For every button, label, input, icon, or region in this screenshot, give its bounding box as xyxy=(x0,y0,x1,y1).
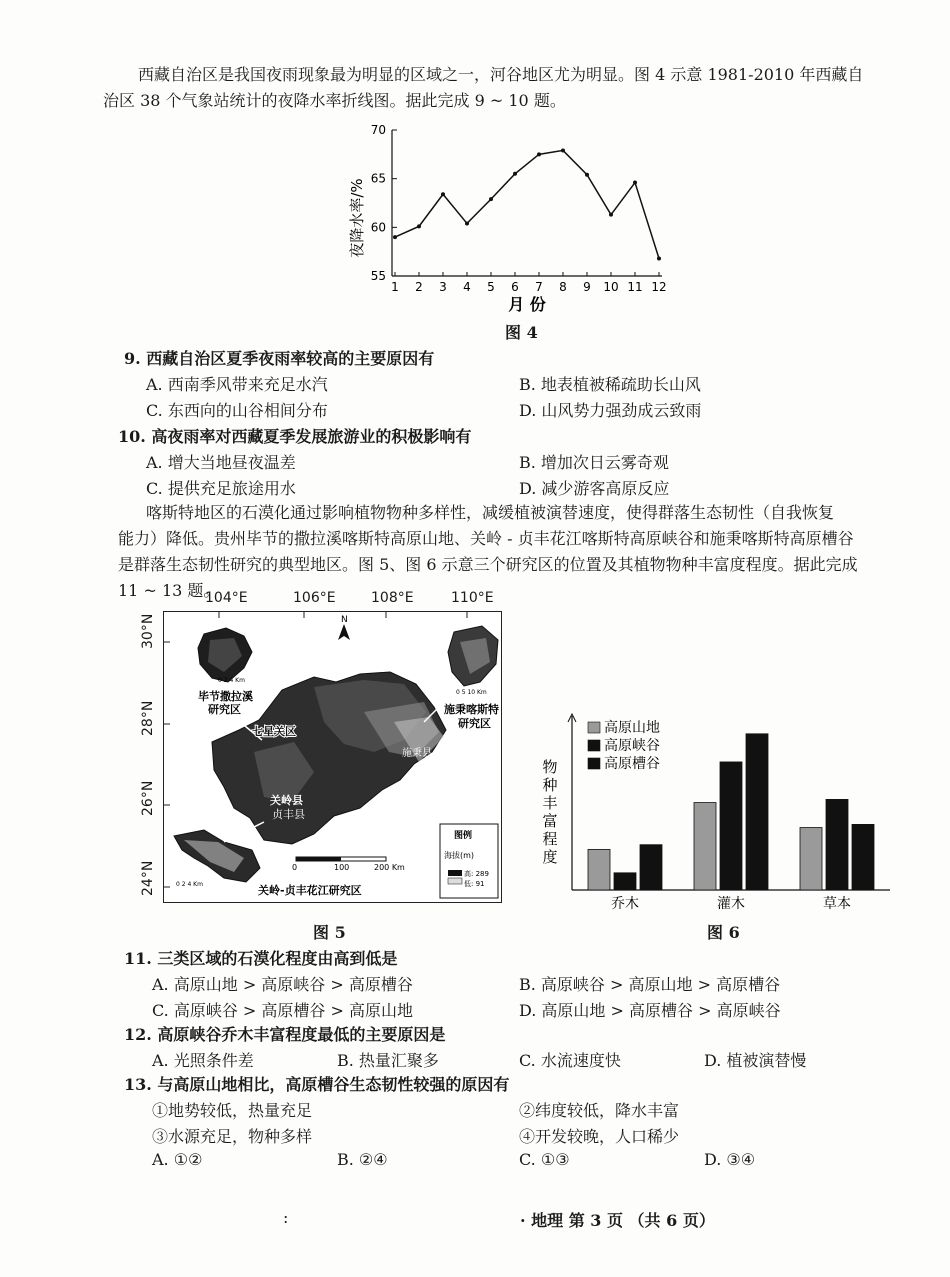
q13-item-4: ④开发较晚，人口稀少 xyxy=(519,1127,680,1146)
label-guanling: 关岭县 xyxy=(270,794,303,807)
fig4-xtick-label: 12 xyxy=(651,280,667,294)
q10-stem: 10. 高夜雨率对西藏夏季发展旅游业的积极影响有 xyxy=(118,427,472,446)
label-shibing: 施秉喀斯特 xyxy=(444,703,499,716)
fig5-map xyxy=(163,611,502,903)
q13-option-a: A. ①② xyxy=(152,1150,203,1169)
q13-stem: 13. 与高原山地相比，高原槽谷生态韧性较强的原因有 xyxy=(124,1075,510,1094)
fig4-data-point xyxy=(633,181,637,185)
q10-option-a: A. 增大当地昼夜温差 xyxy=(146,453,296,472)
lon-label-108: 108°E xyxy=(371,590,414,606)
q11-stem: 11. 三类区域的石漠化程度由高到低是 xyxy=(124,949,398,968)
fig6-ylabel-char: 富 xyxy=(542,812,558,830)
label-bijie-2: 研究区 xyxy=(208,703,241,716)
scale-main-100: 100 xyxy=(334,863,350,872)
fig4-data-point xyxy=(489,197,493,201)
fig5-caption: 图 5 xyxy=(313,923,346,942)
fig6-legend-label: 高原峡谷 xyxy=(604,738,660,754)
fig6-bar-高原山地-灌木 xyxy=(694,803,716,890)
q13-option-b: B. ②④ xyxy=(337,1150,388,1169)
fig4-xtick-label: 10 xyxy=(603,280,619,294)
fig4-xlabel: 月 份 xyxy=(508,295,546,314)
fig6-chart xyxy=(520,712,900,917)
footer-mark: : xyxy=(283,1208,289,1227)
fig4-ytick-label: 65 xyxy=(370,171,386,186)
fig4-data-point xyxy=(513,172,517,176)
main-scale-bar xyxy=(296,857,386,861)
legend-low: 低: 91 xyxy=(464,880,485,888)
label-guanling-area: 关岭-贞丰花江研究区 xyxy=(258,884,362,897)
q12-option-a: A. 光照条件差 xyxy=(152,1051,254,1070)
fig6-legend-label: 高原山地 xyxy=(604,720,660,736)
intro1-line1: 西藏自治区是我国夜雨现象最为明显的区域之一，河谷地区尤为明显。图 4 示意 1981-2010 年西藏自 xyxy=(138,65,864,84)
label-shibing-2: 研究区 xyxy=(458,717,491,730)
q12-option-d: D. 植被演替慢 xyxy=(704,1051,807,1070)
fig4-ytick-label: 55 xyxy=(370,269,386,283)
q12-option-b: B. 热量汇聚多 xyxy=(337,1051,439,1070)
fig4-data-point xyxy=(585,173,589,177)
lat-label-26: 26°N xyxy=(140,780,156,816)
label-bijie: 毕节撒拉溪 xyxy=(198,690,253,703)
fig4-data-point xyxy=(609,213,613,217)
intro2-line4: 11 ~ 13 题。 xyxy=(118,581,220,600)
q11-option-d: D. 高原山地 > 高原槽谷 > 高原峡谷 xyxy=(519,1001,781,1020)
fig4-xtick-label: 7 xyxy=(535,280,543,294)
fig6-bar-高原山地-草本 xyxy=(800,828,822,890)
fig6-category-label: 乔木 xyxy=(611,896,639,912)
fig6-legend-swatch xyxy=(588,722,600,733)
fig4-xtick-label: 2 xyxy=(415,280,423,294)
q13-option-c: C. ①③ xyxy=(519,1150,570,1169)
fig4-chart xyxy=(340,118,680,318)
scale-main-200: 200 Km xyxy=(374,863,405,872)
fig6-bar-高原槽谷-灌木 xyxy=(746,734,768,890)
lat-label-28: 28°N xyxy=(140,700,156,736)
q11-option-a: A. 高原山地 > 高原峡谷 > 高原槽谷 xyxy=(152,975,413,994)
intro2-line2: 能力）降低。贵州毕节的撒拉溪喀斯特高原山地、关岭 - 贞丰花江喀斯特高原峡谷和施秉喀斯特高原槽谷 xyxy=(118,529,854,548)
fig4-data-point xyxy=(417,224,421,228)
fig4-xtick-label: 4 xyxy=(463,280,471,294)
fig6-legend-swatch xyxy=(588,758,600,769)
fig6-bar-高原峡谷-草本 xyxy=(826,799,848,890)
fig4-data-point xyxy=(465,221,469,225)
fig6-legend-swatch xyxy=(588,740,600,751)
fig6-ylabel-char: 程 xyxy=(542,830,558,848)
fig6-ylabel-char: 丰 xyxy=(542,794,558,812)
intro2-line1: 喀斯特地区的石漠化通过影响植物物种多样性，减缓植被演替速度，使得群落生态韧性（自我恢复 xyxy=(146,503,835,522)
fig6-legend-label: 高原槽谷 xyxy=(604,756,660,772)
north-arrow-icon xyxy=(338,624,350,640)
q13-item-2: ②纬度较低，降水丰富 xyxy=(519,1101,680,1120)
q12-stem: 12. 高原峡谷乔木丰富程度最低的主要原因是 xyxy=(124,1025,446,1044)
q10-option-b: B. 增加次日云雾奇观 xyxy=(519,453,669,472)
q11-option-b: B. 高原峡谷 > 高原山地 > 高原槽谷 xyxy=(519,975,781,994)
legend-high: 高: 289 xyxy=(464,870,489,878)
scale-guanling: 0 2 4 Km xyxy=(176,881,203,888)
fig4-ytick-label: 60 xyxy=(370,220,386,235)
fig6-ylabel-char: 度 xyxy=(542,848,558,866)
fig4-caption: 图 4 xyxy=(505,323,538,342)
fig4-xtick-label: 3 xyxy=(439,280,447,294)
q12-option-c: C. 水流速度快 xyxy=(519,1051,621,1070)
q13-item-3: ③水源充足，物种多样 xyxy=(152,1127,313,1146)
legend-subtitle: 海拔(m) xyxy=(444,851,475,860)
fig6-bar-高原峡谷-灌木 xyxy=(720,762,742,890)
q9-option-c: C. 东西向的山谷相间分布 xyxy=(146,401,328,420)
q11-option-c: C. 高原峡谷 > 高原槽谷 > 高原山地 xyxy=(152,1001,414,1020)
fig4-ylabel: 夜降水率/% xyxy=(348,178,366,258)
q9-option-b: B. 地表植被稀疏助长山风 xyxy=(519,375,701,394)
fig6-category-label: 草本 xyxy=(823,896,851,912)
fig4-xtick-label: 1 xyxy=(391,280,399,294)
label-qixingguan: 七星关区 xyxy=(252,725,296,738)
q9-option-d: D. 山风势力强劲成云致雨 xyxy=(519,401,702,420)
fig6-bar-高原峡谷-乔木 xyxy=(614,873,636,890)
fig4-xtick-label: 9 xyxy=(583,280,591,294)
label-zhenfeng: 贞丰县 xyxy=(272,808,305,821)
intro2-line3: 是群落生态韧性研究的典型地区。图 5、图 6 示意三个研究区的位置及其植物物种丰富度程度。据此完成 xyxy=(118,555,858,574)
fig4-xtick-label: 11 xyxy=(627,280,643,294)
fig6-bar-高原槽谷-乔木 xyxy=(640,845,662,890)
q9-option-a: A. 西南季风带来充足水汽 xyxy=(146,375,328,394)
fig4-data-point xyxy=(537,152,541,156)
footer-page: · 地理 第 3 页 （共 6 页） xyxy=(520,1211,715,1230)
fig4-xtick-label: 8 xyxy=(559,280,567,294)
fig6-ylabel-char: 物 xyxy=(542,758,558,776)
q13-item-1: ①地势较低，热量充足 xyxy=(152,1101,313,1120)
north-label: N xyxy=(341,615,348,625)
lon-label-106: 106°E xyxy=(293,590,336,606)
lat-label-24: 24°N xyxy=(140,860,156,896)
fig4-series-line xyxy=(395,150,659,258)
fig6-bar-高原槽谷-草本 xyxy=(852,824,874,890)
scale-main-0: 0 xyxy=(292,863,298,872)
scale-bijie: 0 2 4 Km xyxy=(218,677,245,684)
q10-option-c: C. 提供充足旅途用水 xyxy=(146,479,296,498)
label-shibing-county: 施秉县 xyxy=(402,748,432,759)
fig4-ytick-label: 70 xyxy=(370,123,386,137)
fig6-bar-高原山地-乔木 xyxy=(588,849,610,890)
fig4-data-point xyxy=(393,235,397,239)
fig6-ylabel-char: 种 xyxy=(542,776,558,794)
intro1-line2: 治区 38 个气象站统计的夜降水率折线图。据此完成 9 ~ 10 题。 xyxy=(103,91,566,110)
fig4-xtick-label: 6 xyxy=(511,280,519,294)
q13-option-d: D. ③④ xyxy=(704,1150,756,1169)
legend-title: 图例 xyxy=(454,831,473,841)
q9-stem: 9. 西藏自治区夏季夜雨率较高的主要原因有 xyxy=(124,349,435,368)
fig4-data-point xyxy=(441,192,445,196)
fig4-data-point xyxy=(561,148,565,152)
fig6-category-label: 灌木 xyxy=(717,896,745,912)
lat-label-30: 30°N xyxy=(140,613,156,649)
fig6-caption: 图 6 xyxy=(707,923,740,942)
scale-shibing: 0 5 10 Km xyxy=(456,689,487,696)
fig4-data-point xyxy=(657,256,661,260)
lon-label-110: 110°E xyxy=(451,590,494,606)
lon-label-104: 104°E xyxy=(205,590,248,606)
fig4-xtick-label: 5 xyxy=(487,280,495,294)
q10-option-d: D. 减少游客高原反应 xyxy=(519,479,670,498)
